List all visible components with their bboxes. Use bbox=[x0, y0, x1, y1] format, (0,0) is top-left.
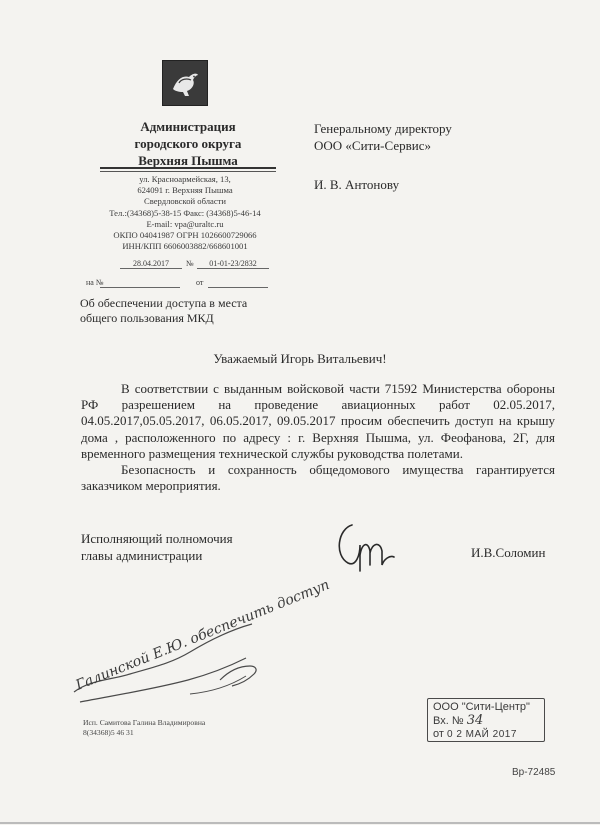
reference-label: на № bbox=[86, 278, 104, 287]
salutation: Уважаемый Игорь Витальевич! bbox=[213, 351, 387, 366]
stamp-date-row bbox=[433, 728, 539, 741]
header-rule bbox=[100, 167, 276, 169]
addressee-line: ООО «Сити-Сервис» bbox=[314, 138, 431, 153]
contact-line: Тел.:(34368)5-38-15 Факс: (34368)5-46-14 bbox=[109, 207, 261, 218]
org-name-line: городского округа bbox=[134, 136, 242, 151]
contact-line: ул. Красноармейская, 13, bbox=[139, 174, 231, 184]
stamp-date-label: от bbox=[433, 728, 444, 740]
body-paragraph: В соответствии с выданным войсковой части 71592 Министерства обороны РФ разрешением на проведение авиационных работ 02.05.2017, 04.05.2017,05.05.2017, 06.05.2017, 09.05.2017 просим обеспечить доступ на крышу дома , расположенного по адресу : г. Верхняя Пышма, ул. Феофанова, 2Г, для временного размещения технической службы руководства полетами. bbox=[81, 381, 555, 461]
reference-blank bbox=[100, 287, 180, 288]
stamp-date-value: 0 2 МАЙ 2017 bbox=[446, 729, 517, 740]
header-rule bbox=[100, 171, 276, 172]
contact-line: E-mail: vpa@uraltc.ru bbox=[146, 218, 224, 229]
page-bottom-edge bbox=[0, 822, 600, 824]
signer-title-line: главы администрации bbox=[81, 548, 203, 563]
contact-block bbox=[78, 174, 292, 252]
addressee-line: Генеральному директору bbox=[314, 121, 452, 136]
org-name-line: Верхняя Пышма bbox=[138, 153, 238, 168]
body-paragraph: Безопасность и сохранность общедомового имущества гарантируется заказчиком мероприятия. bbox=[81, 462, 555, 494]
executor-info bbox=[83, 718, 205, 738]
handwritten-resolution bbox=[70, 576, 332, 710]
executor-phone: 8(34368)5 46 31 bbox=[83, 728, 134, 737]
registration-number: 01-01-23/2832 bbox=[197, 259, 269, 269]
letter-body bbox=[81, 381, 555, 494]
stamp-company: ООО "Сити-Центр" bbox=[433, 701, 530, 713]
coat-of-arms-emblem bbox=[162, 60, 208, 106]
bird-emblem-icon bbox=[167, 65, 203, 101]
contact-line: 624091 г. Верхняя Пышма bbox=[137, 185, 233, 196]
subject-line: общего пользования МКД bbox=[80, 311, 214, 325]
stamp-incoming-number bbox=[433, 714, 539, 728]
letter-subject bbox=[80, 296, 247, 326]
signer-name: И.В.Соломин bbox=[471, 545, 546, 560]
signature-icon bbox=[330, 515, 410, 575]
addressee-name: И. В. Антонову bbox=[314, 177, 400, 192]
handwriting-text: Галинской Е.Ю. обеспечить доступ bbox=[73, 576, 332, 694]
contact-line: ОКПО 04041987 ОГРН 1026600729066 bbox=[113, 230, 257, 241]
addressee-block bbox=[314, 120, 452, 154]
stamp-number-value: 34 bbox=[466, 713, 484, 728]
contact-line: Свердловской области bbox=[143, 196, 227, 207]
reference-date-blank bbox=[208, 287, 268, 288]
reference-date-label: от bbox=[196, 278, 204, 287]
registration-date: 28.04.2017 bbox=[120, 259, 182, 269]
subject-line: Об обеспечении доступа в места bbox=[80, 296, 248, 310]
signer-title-line: Исполняющий полномочия bbox=[81, 531, 233, 546]
org-name-line: Администрация bbox=[140, 119, 236, 134]
organization-name bbox=[100, 118, 276, 169]
incoming-stamp bbox=[427, 698, 545, 742]
signer-title bbox=[81, 530, 233, 564]
stamp-number-label: Вх. № bbox=[433, 715, 464, 727]
contact-line: ИНН/КПП 6606003882/668601001 bbox=[122, 241, 248, 252]
registration-number-label: № bbox=[186, 259, 194, 268]
executor-name: Исп. Самитова Галина Владимировна bbox=[83, 718, 206, 727]
document-number: Вр-72485 bbox=[512, 767, 556, 778]
